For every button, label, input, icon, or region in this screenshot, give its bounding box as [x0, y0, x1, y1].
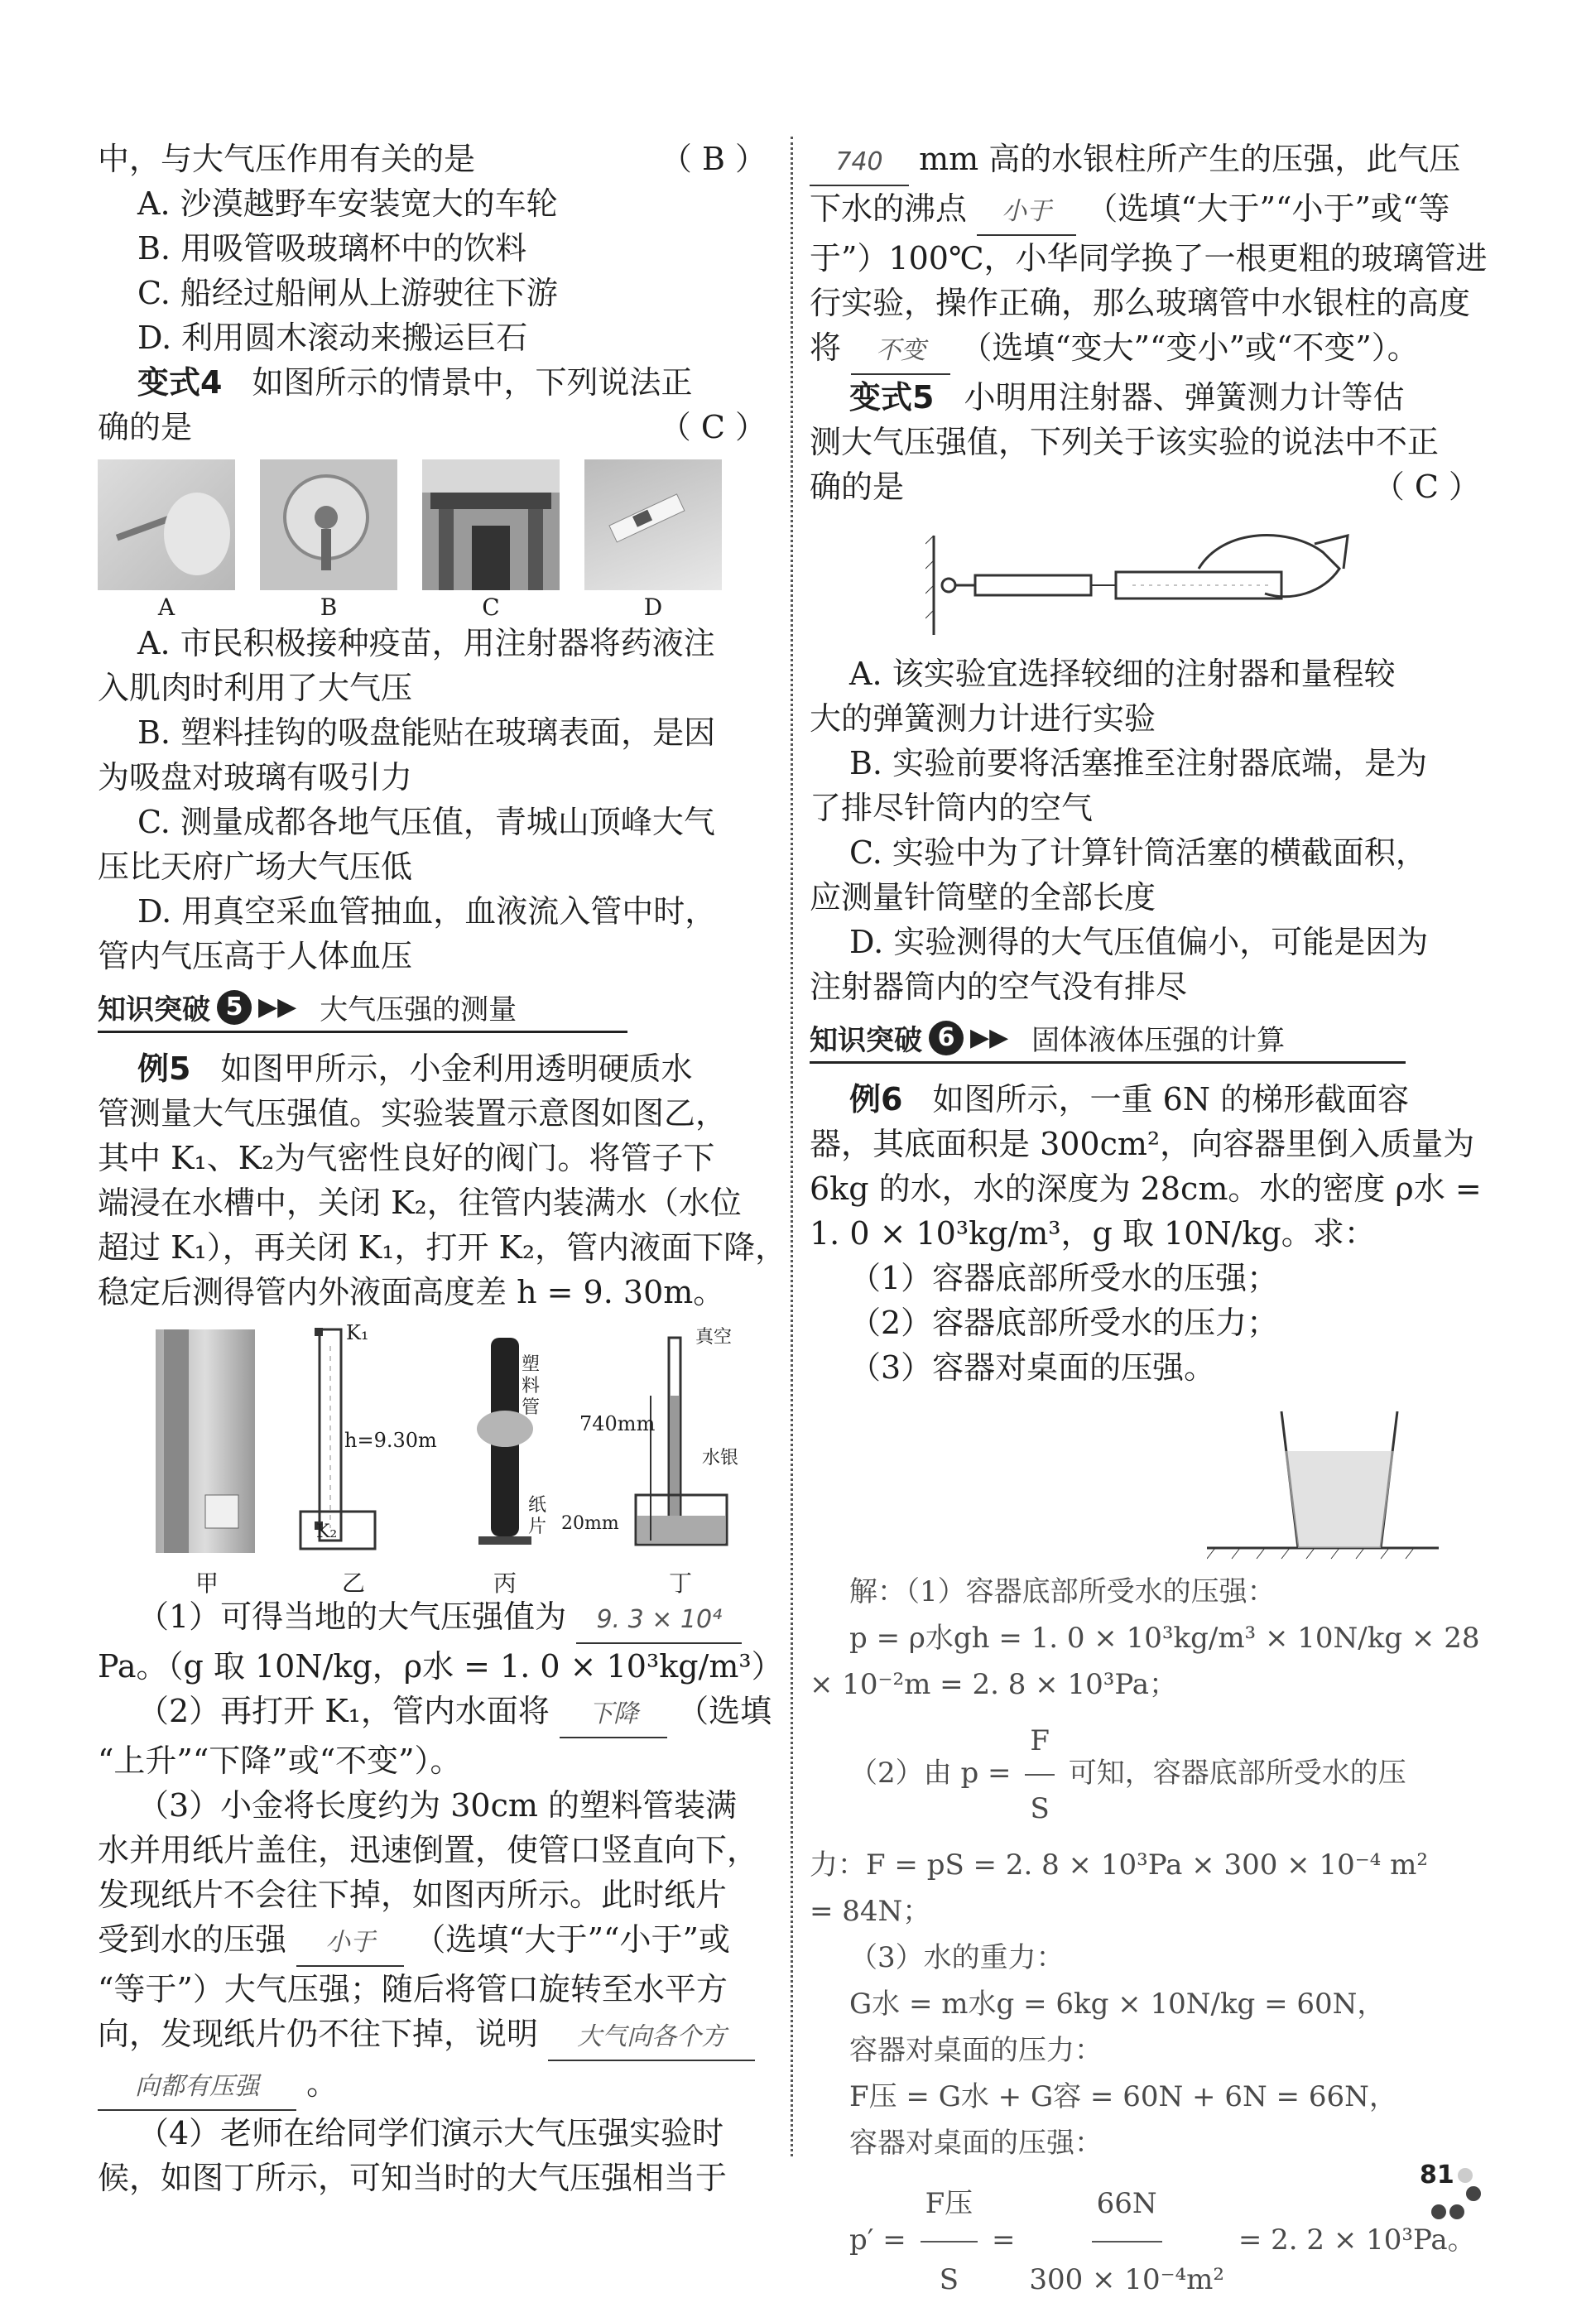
solution: 解：（1）容器底部所受水的压强： p = ρ水gh = 1. 0 × 10³kg/m³ × 10N/kg × 28 × 10⁻²m = 2. 8 × 10³Pa； （2）由 p = $\frac{F}{S}$ 可知，容器底部所受水的压 力：F = pS = 2. 8 × 10³Pa × 300 × 10⁻⁴ m² = 84N； （3）水的重力： G水 = m水g = 6kg × 10N/kg = 60N， 容器对桌面的压力： F压 = G水 + G容 = 60N + 6N = 66N， 容器对桌面的压强： p′ = $\frac{\text{F压}}{S}$ = $\frac{66N}{\text{300 × 10⁻⁴m²}}$ = 2. 2 × 10³Pa。 [810, 1575, 1480, 2296]
answer: （ C ） [1372, 469, 1480, 505]
variant-4: 变式4 如图所示的情景中，下列说法正 [137, 364, 693, 401]
answer-blank: 不变 [851, 329, 950, 375]
mm740-label: 740mm [579, 1412, 656, 1435]
example-5-figures: K₁ K₂ h=9.30m 塑料管 纸片 真空 740mm 20mm 水银 甲 乙 丙 丁 [98, 1321, 768, 1594]
double-arrow-icon: ▶▶ [970, 1023, 1009, 1052]
building-photo [156, 1329, 255, 1553]
paper-label: 纸片 [528, 1495, 547, 1537]
blood-draw-photo [584, 459, 722, 590]
answer: （ B ） [660, 141, 767, 177]
example-5: 例5 如图甲所示，小金利用透明硬质水 [137, 1050, 693, 1087]
mercury-label: 水银 [702, 1448, 739, 1469]
knowledge-breakthrough-6: 知识突破 6 ▶▶ 固体液体压强的计算 [810, 1017, 1406, 1064]
mountain-gate-photo [422, 459, 560, 590]
trapezoid-container-diagram [1207, 1403, 1455, 1560]
option: D. 用真空采血管抽血，血液流入管中时， [137, 893, 717, 930]
variant-4-images: A B C D [98, 459, 768, 621]
vacuum-label: 真空 [695, 1327, 733, 1348]
q1: （1）可得当地的大气压强值为 9. 3 × 10⁴ [98, 1594, 767, 1644]
option: B. 用吸管吸玻璃杯中的饮料 [137, 230, 527, 267]
suction-cup-photo [260, 459, 397, 590]
answer-blank: 9. 3 × 10⁴ [576, 1598, 742, 1644]
left-column: 中，与大气压作用有关的是 （ B ） A. 沙漠越野车安装宽大的车轮 B. 用吸管吸玻璃杯中的饮料 C. 船经过船闸从上游驶往下游 D. 利用圆木滚动来搬运巨石 变式4 如图所示的情景中，下列说法正 确的是 （ C ） A B C D A. 市民积极接种疫苗，用注射器将药液注 入肌肉时利用了大气压 B. 塑料挂钩的吸盘能贴在玻璃表面，是因 为吸盘对玻璃有吸引力 C. 测量成都各地气压值，青城山顶峰大气 压比天府广场大气压低 D. 用真空采血管抽血，血液流入管中时， 管内气压高于人体血压 知识突破 5 ▶▶ 大气压强的测量 例5 如图甲所示，小金利用透明硬质水 管测量大气压强值。实验装置示意图如图乙， 其中 K₁、K₂为气密性良好的阀门。将管子下 端浸在水槽中，关闭 K₂，往管内装满水（水位 超过 K₁），再关闭 K₁，打开 K₂，管内液面下降， 稳定后测得管内外液面高度差 h = 9. 30m。 K₁ K₂ h=9.30m 塑料管 纸片 真空 740mm 20mm 水银 甲 乙 丙 丁 （1）可得当地的大气压强值为 9. 3 × 10⁴ Pa。（g 取 10N/kg，ρ水 = 1. 0 × 10³kg/m³） （2）再打开 K₁，管内水面将 下降 （选填 “上升”“下降”或“不变”）。 （3）小金将长度约为 30cm 的塑料管装满 水并用纸片盖住，迅速倒置，使管口竖直向下， 发现纸片不会往下掉，如图丙所示。此时纸片 受到水的压强 小于 （选填“大于”“小于”或 “等于”）大气压强；随后将管口旋转至水平方 向，发现纸片仍不往下掉，说明 大气向各个方 向都有压强 。 （4）老师在给同学们演示大气压强实验时 候，如图丁所示，可知当时的大气压强相当于 [98, 137, 767, 2200]
answer-blank: 向都有压强 [98, 2065, 296, 2111]
answer-blank: 大气向各个方 [548, 2015, 755, 2061]
answer-blank: 740 [810, 140, 909, 186]
answer-blank: 下降 [560, 1692, 667, 1738]
knowledge-breakthrough-5: 知识突破 5 ▶▶ 大气压强的测量 [98, 987, 627, 1033]
option: B. 塑料挂钩的吸盘能贴在玻璃表面，是因 [137, 714, 716, 751]
option: A. 沙漠越野车安装宽大的车轮 [137, 185, 558, 222]
double-arrow-icon: ▶▶ [258, 993, 297, 1021]
k2-label: K₂ [316, 1521, 338, 1542]
answer: （ C ） [659, 409, 767, 445]
plastic-tube-label: 塑料管 [522, 1354, 541, 1418]
q3: 受到水的压强 小于 （选填“大于”“小于”或 [98, 1917, 767, 1967]
column-divider [791, 137, 793, 2156]
mm20-label: 20mm [561, 1513, 619, 1534]
k1-label: K₁ [346, 1321, 369, 1344]
example-6: 例6 如图所示，一重 6N 的梯形截面容 [849, 1081, 1410, 1118]
mercury-diagram-ding [627, 1321, 743, 1561]
option: A. 该实验宜选择较细的注射器和量程较 [849, 656, 1396, 692]
option: D. 实验测得的大气压值偏小，可能是因为 [849, 924, 1429, 960]
vaccine-photo [98, 459, 235, 590]
right-column: 740 mm 高的水银柱所产生的压强，此气压 下水的沸点 小于 （选填“大于”“小于”或“等 于”）100℃，小华同学换了一根更粗的玻璃管进 行实验，操作正确，那么玻璃管中水银柱的高度 将 不变 （选填“变大”“变小”或“不变”）。 变式5 小明用注射器、弹簧测力计等估 测大气压强值，下列关于该实验的说法中不正 确的是 （ C ） A. 该实验宜选择较细的注射器和量程较 大的弹簧测力计进行实验 B. 实验前要将活塞推至注射器底端，是为 了排尽针筒内的空气 C. 实验中为了计算针筒活塞的横截面积， 应测量针筒壁的全部长度 D. 实验测得的大气压值偏小，可能是因为 注射器筒内的空气没有排尽 知识突破 6 ▶▶ 固体液体压强的计算 例6 如图所示，一重 6N 的梯形截面容 器，其底面积是 300cm²，向容器里倒入质量为 6kg 的水，水的深度为 28cm。水的密度 ρ水 = 1. 0 × 10³kg/m³，g 取 10N/kg。求： （1）容器底部所受水的压强； （2）容器底部所受水的压力； （3）容器对桌面的压强。 解：（1）容器底部所受水的压强： p = ρ水gh = 1. 0 × 10³kg/m³ × 10N/kg × 28 × 10⁻²m = 2. 8 × 10³Pa； （2）由 p = $\frac{F}{S}$ 可知，容器底部所受水的压 力：F = pS = 2. 8 × 10³Pa × 300 × 10⁻⁴ m² = 84N； （3）水的重力： G水 = m水g = 6kg × 10N/kg = 60N， 容器对桌面的压力： F压 = G水 + G容 = 60N + 6N = 66N， 容器对桌面的压强： p′ = $\frac{\text{F压}}{S}$ = $\frac{66N}{\text{300 × 10⁻⁴m²}}$ = 2. 2 × 10³Pa。 [810, 137, 1480, 2317]
option: A. 市民积极接种疫苗，用注射器将药液注 [137, 625, 715, 661]
answer-blank: 小于 [296, 1920, 404, 1967]
page-number: 81 [1420, 2161, 1454, 2190]
option: C. 实验中为了计算针筒活塞的横截面积， [849, 834, 1427, 871]
option: C. 测量成都各地气压值，青城山顶峰大气 [137, 804, 715, 840]
option: B. 实验前要将活塞推至注射器底端，是为 [849, 745, 1428, 781]
variant-5: 变式5 小明用注射器、弹簧测力计等估 [849, 379, 1405, 416]
question-tail: 中，与大气压作用有关的是 （ B ） [98, 137, 767, 181]
option: C. 船经过船闸从上游驶往下游 [137, 275, 558, 311]
answer-blank: 小于 [977, 190, 1076, 236]
option: D. 利用圆木滚动来搬运巨石 [137, 320, 528, 356]
height-label: h=9.30m [344, 1429, 437, 1452]
q2: （2）再打开 K₁，管内水面将 下降 （选填 [98, 1689, 767, 1738]
syringe-spring-scale-diagram [925, 519, 1356, 643]
